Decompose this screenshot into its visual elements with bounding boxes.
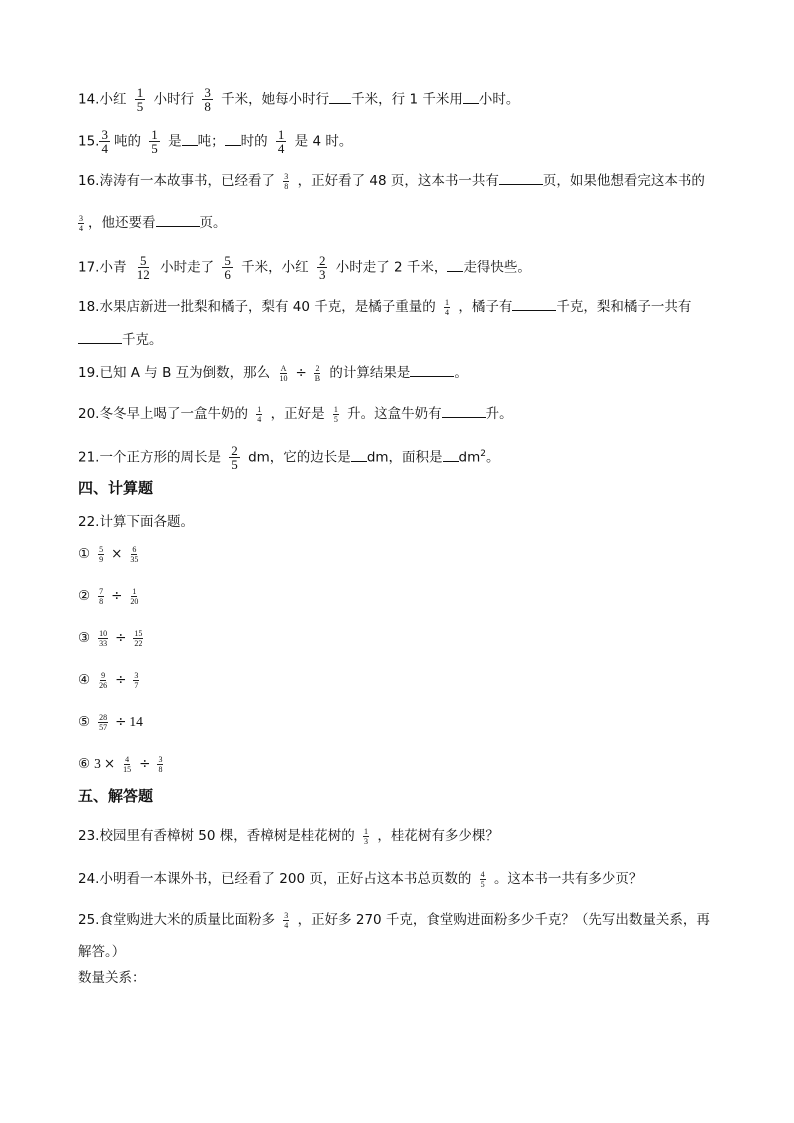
- answer-blank[interactable]: [156, 212, 200, 227]
- fraction: $\frac{2}{3}$: [318, 253, 326, 282]
- fraction: $\frac{1}{20}$: [130, 586, 139, 606]
- fraction: $\frac{15}{22}$: [134, 628, 143, 648]
- question-15: 15. $\frac{3}{4}$ 吨的 $\frac{1}{5}$ 是 吨； 时的 $\frac{1}{4}$ 是 4 时。: [78, 127, 353, 156]
- calc-item-4: ④ $\frac{9}{26}$ ÷ $\frac{3}{7}$: [78, 670, 139, 690]
- answer-blank[interactable]: [463, 89, 479, 104]
- calc-item-2: ② $\frac{7}{8}$ ÷ $\frac{1}{20}$: [78, 586, 139, 606]
- answer-blank[interactable]: [499, 170, 543, 185]
- answer-blank[interactable]: [512, 296, 556, 311]
- question-14: 14.小红 $\frac{1}{5}$ 小时行 $\frac{3}{8}$ 千米，她每小时行 千米，行 1 千米用 小时。: [78, 85, 520, 114]
- question-16: 16.涛涛有一本故事书，已经看了 $\frac{3}{8}$ ，正好看了 48 页，这本书一共有 页，如果他想看完这本书的: [78, 171, 705, 191]
- question-16-cont: $\frac{3}{4}$ ，他还要看 页。: [79, 213, 227, 233]
- section-heading: 四、计算题: [78, 479, 154, 497]
- answer-blank[interactable]: [329, 89, 351, 104]
- fraction: $\frac{5}{6}$: [224, 253, 231, 282]
- question-17: 17.小青 $\frac{5}{12}$ 小时走了 $\frac{5}{6}$ 千米，小红 $\frac{2}{3}$ 小时走了 2 千米， 走得快些。: [78, 253, 531, 282]
- answer-blank[interactable]: [78, 329, 122, 344]
- fraction: $\frac{10}{33}$: [99, 628, 108, 648]
- answer-blank[interactable]: [447, 257, 463, 272]
- fraction: $\frac{1}{5}$: [136, 85, 144, 114]
- quantity-relation-label: 数量关系：: [78, 970, 146, 986]
- fraction: $\frac{4}{5}$: [480, 869, 485, 889]
- fraction: $\frac{2}{B}$: [314, 363, 321, 383]
- question-23: 23.校园里有香樟树 50 棵，香樟树是桂花树的 $\frac{1}{3}$ ，桂花树有多少棵？: [78, 826, 499, 846]
- calc-item-6: ⑥ 3 × $\frac{4}{15}$ ÷ $\frac{3}{8}$: [78, 754, 163, 774]
- fraction: $\frac{A}{10}$: [279, 363, 288, 383]
- question-25: 25.食堂购进大米的质量比面粉多 $\frac{3}{4}$ ，正好多 270 千克，食堂购进面粉多少千克？（先写出数量关系，再: [78, 910, 710, 930]
- question-21: 21.一个正方形的周长是 $\frac{2}{5}$ dm，它的边长是 dm，面积是 $dm^2$。: [78, 443, 500, 472]
- question-18: 18.水果店新进一批梨和橘子，梨有 40 千克，是橘子重量的 $\frac{1}{4}$ ，橘子有 千克，梨和橘子一共有: [78, 297, 692, 317]
- fraction: $\frac{3}{4}$: [284, 910, 289, 930]
- answer-blank[interactable]: [182, 131, 198, 146]
- question-20: 20.冬冬早上喝了一盒牛奶的 $\frac{1}{4}$ ，正好是 $\frac{1}{5}$ 升。这盒牛奶有 升。: [78, 404, 513, 424]
- fraction: $\frac{3}{8}$: [158, 754, 163, 774]
- fraction: $\frac{28}{57}$: [99, 712, 108, 732]
- answer-blank[interactable]: [442, 403, 486, 418]
- fraction: $\frac{1}{4}$: [277, 127, 285, 156]
- section-heading: 五、解答题: [78, 787, 154, 805]
- fraction: $\frac{2}{5}$: [231, 443, 238, 472]
- fraction: $\frac{9}{26}$: [99, 670, 108, 690]
- answer-blank[interactable]: [351, 447, 367, 462]
- fraction: $\frac{1}{4}$: [257, 404, 262, 424]
- fraction: $\frac{1}{3}$: [364, 826, 369, 846]
- fraction: $\frac{7}{8}$: [99, 586, 104, 606]
- calc-item-1: ① $\frac{5}{9}$ × $\frac{6}{35}$: [78, 544, 139, 564]
- question-24: 24.小明看一本课外书，已经看了 200 页，正好占这本书总页数的 $\frac{4}{5}$ 。这本书一共有多少页？: [78, 869, 643, 889]
- fraction: $\frac{3}{4}$: [101, 127, 108, 156]
- answer-blank[interactable]: [410, 362, 454, 377]
- calc-item-3: ③ $\frac{10}{33}$ ÷ $\frac{15}{22}$: [78, 628, 143, 648]
- fraction: $\frac{5}{12}$: [136, 253, 150, 282]
- fraction: $\frac{6}{35}$: [130, 544, 139, 564]
- fraction: $\frac{4}{15}$: [123, 754, 132, 774]
- fraction: $\frac{3}{7}$: [134, 670, 139, 690]
- question-25-cont: 解答。）: [78, 944, 126, 960]
- question-19: 19.已知 A 与 B 互为倒数，那么 $\frac{A}{10}$ ÷ $\frac{2}{B}$ 的计算结果是 。: [78, 363, 468, 383]
- fraction: $\frac{1}{4}$: [445, 297, 450, 317]
- calc-item-5: ⑤ $\frac{28}{57}$ ÷ 14: [78, 712, 143, 732]
- answer-blank[interactable]: [225, 131, 241, 146]
- fraction: $\frac{3}{4}$: [79, 213, 83, 233]
- fraction: $\frac{3}{8}$: [204, 85, 211, 114]
- answer-blank[interactable]: [443, 447, 459, 462]
- fraction: $\frac{5}{9}$: [99, 544, 104, 564]
- fraction: $\frac{3}{8}$: [284, 171, 289, 191]
- question-18-cont: 千克。: [78, 329, 163, 350]
- question-22: 22.计算下面各题。: [78, 514, 194, 530]
- fraction: $\frac{1}{5}$: [333, 404, 338, 424]
- fraction: $\frac{1}{5}$: [151, 127, 158, 156]
